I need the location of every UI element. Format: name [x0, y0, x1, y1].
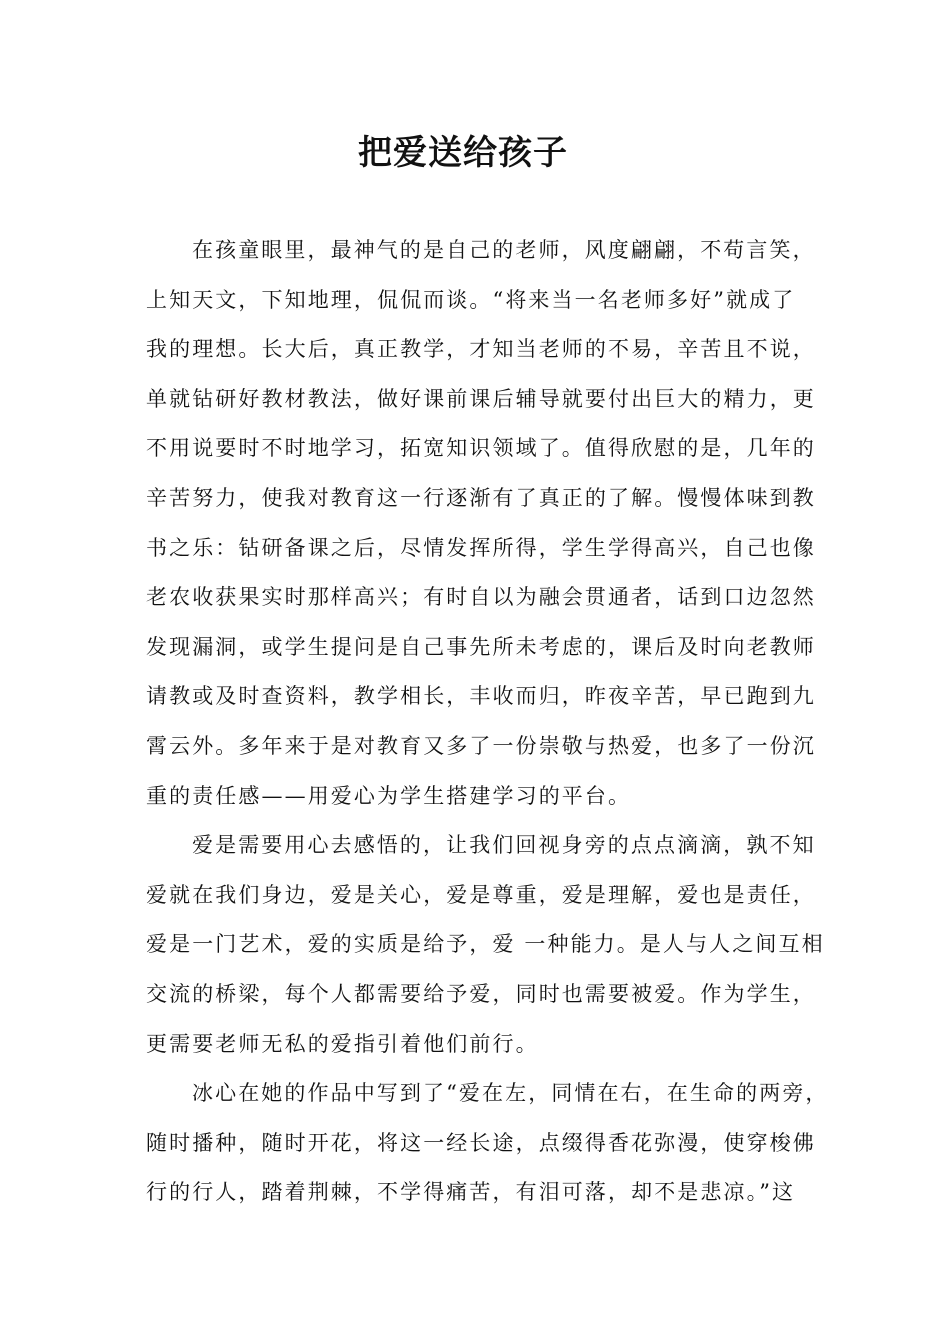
paragraph-1-line-2: 上知天文，下知地理，侃侃而谈。“将来当一名老师多好”就成了	[146, 287, 796, 312]
paragraph-1-line-1: 在孩童眼里，最神气的是自己的老师，风度翩翩，不苟言笑，	[192, 238, 816, 262]
paragraph-3-line-2: 随时播种，随时开花，将这一经长途，点缀得香花弥漫，使穿梭佛	[146, 1130, 816, 1155]
paragraph-1-line-8: 老农收获果实时那样高兴；有时自以为融会贯通者，话到口边忽然	[146, 585, 816, 610]
paragraph-2-line-4: 交流的桥梁，每个人都需要给予爱，同时也需要被爱。作为学生，	[146, 981, 816, 1006]
paragraph-2-line-1: 爱是需要用心去感悟的，让我们回视身旁的点点滴滴，孰不知	[192, 833, 816, 858]
paragraph-2-line-5: 更需要老师无私的爱指引着他们前行。	[146, 1031, 539, 1056]
document-title: 把爱送给孩子	[358, 133, 568, 173]
paragraph-3-line-3: 行的行人，踏着荆棘，不学得痛苦，有泪可落，却不是悲凉。”这	[146, 1180, 796, 1205]
document-body	[146, 226, 836, 1218]
paragraph-1-line-10: 请教或及时查资料，教学相长，丰收而归，昨夜辛苦，早已跑到九	[146, 684, 816, 709]
paragraph-2-line-3: 爱是一门艺术，爱的实质是给予，爱 一种能力。是人与人之间互相	[146, 932, 825, 957]
paragraph-1-line-7: 书之乐：钻研备课之后，尽情发挥所得，学生学得高兴，自己也像	[146, 535, 816, 560]
paragraph-2-line-2: 爱就在我们身边，爱是关心，爱是尊重，爱是理解，爱也是责任，	[146, 882, 816, 907]
paragraph-1-line-4: 单就钻研好教材教法，做好课前课后辅导就要付出巨大的精力，更	[146, 386, 816, 411]
paragraph-1-line-12: 重的责任感——用爱心为学生搭建学习的平台。	[146, 783, 632, 808]
paragraph-1-line-3: 我的理想。长大后，真正教学，才知当老师的不易，辛苦且不说，	[146, 337, 816, 362]
paragraph-1-line-5: 不用说要时不时地学习，拓宽知识领域了。值得欣慰的是，几年的	[146, 436, 816, 461]
paragraph-1-line-9: 发现漏洞，或学生提问是自己事先所未考虑的，课后及时向老教师	[146, 634, 816, 659]
paragraph-3-line-1: 冰心在她的作品中写到了“爱在左，同情在右，在生命的两旁，	[192, 1081, 829, 1106]
paragraph-1-line-11: 霄云外。多年来于是对教育又多了一份崇敬与热爱，也多了一份沉	[146, 733, 816, 758]
paragraph-1-line-6: 辛苦努力，使我对教育这一行逐渐有了真正的了解。慢慢体味到教	[146, 485, 816, 510]
